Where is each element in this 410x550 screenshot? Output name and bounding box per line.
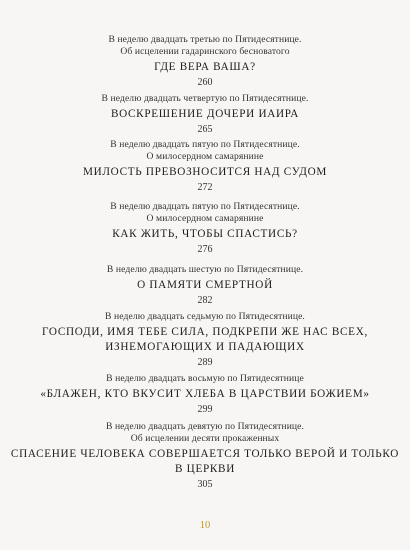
entry-title: МИЛОСТЬ ПРЕВОЗНОСИТСЯ НАД СУДОМ xyxy=(82,166,328,178)
entry-subtitle: В неделю двадцать пятую по Пятидесятнице. xyxy=(110,139,300,150)
entry-subtitle: В неделю двадцать девятую по Пятидесятнице. xyxy=(105,421,305,432)
toc-entry[interactable] xyxy=(0,311,410,369)
entry-subtitle-second-line: О милосердном самарянине xyxy=(146,151,264,162)
entry-page-number: 289 xyxy=(197,357,213,368)
entry-subtitle: В неделю двадцать седьмую по Пятидесятнице. xyxy=(105,311,305,322)
entry-title-second-line: ИЗНЕМОГАЮЩИХ И ПАДАЮЩИХ xyxy=(105,341,305,353)
entry-subtitle-second-line: Об исцелении гадаринского бесноватого xyxy=(120,46,290,57)
entry-page-number: 260 xyxy=(197,77,213,88)
toc-entry[interactable] xyxy=(0,34,410,89)
entry-subtitle: В неделю двадцать пятую по Пятидесятнице. xyxy=(110,201,300,212)
entry-title: О ПАМЯТИ СМЕРТНОЙ xyxy=(137,279,273,291)
entry-subtitle: В неделю двадцать третью по Пятидесятнице. xyxy=(108,34,302,45)
entry-page-number: 272 xyxy=(197,182,213,193)
entry-page-number: 299 xyxy=(197,404,213,415)
entry-title: ГДЕ ВЕРА ВАША? xyxy=(154,61,256,73)
toc-entry[interactable] xyxy=(0,264,410,307)
toc-entry[interactable] xyxy=(0,93,410,136)
toc-entry[interactable] xyxy=(0,201,410,256)
entry-title: СПАСЕНИЕ ЧЕЛОВЕКА СОВЕРШАЕТСЯ ТОЛЬКО ВЕРОЙ И ТОЛЬКО xyxy=(10,448,400,460)
toc-entry[interactable] xyxy=(0,421,410,491)
entry-title: ВОСКРЕШЕНИЕ ДОЧЕРИ ИАИРА xyxy=(110,108,300,120)
entry-subtitle-second-line: О милосердном самарянине xyxy=(146,213,264,224)
entry-page-number: 305 xyxy=(197,479,213,490)
entry-subtitle: В неделю двадцать восьмую по Пятидесятнице xyxy=(106,373,304,384)
entry-page-number: 265 xyxy=(197,124,213,135)
entry-title: ГОСПОДИ, ИМЯ ТЕБЕ СИЛА, ПОДКРЕПИ ЖЕ НАС ВСЕХ, xyxy=(42,326,368,338)
entry-page-number: 276 xyxy=(197,244,213,255)
entry-title: «БЛАЖЕН, КТО ВКУСИТ ХЛЕБА В ЦАРСТВИИ БОЖИЕМ» xyxy=(40,388,370,400)
toc-entry[interactable] xyxy=(0,373,410,416)
entry-title: КАК ЖИТЬ, ЧТОБЫ СПАСТИСЬ? xyxy=(112,228,298,240)
entry-subtitle: В неделю двадцать четвертую по Пятидесятнице. xyxy=(101,93,309,104)
entry-title-second-line: В ЦЕРКВИ xyxy=(175,463,235,475)
entry-subtitle: В неделю двадцать шестую по Пятидесятнице. xyxy=(106,264,304,275)
page-folio-number: 10 xyxy=(199,520,211,531)
entry-page-number: 282 xyxy=(197,295,213,306)
entry-subtitle-second-line: Об исцелении десяти прокаженных xyxy=(130,433,280,444)
toc-entry[interactable] xyxy=(0,139,410,194)
